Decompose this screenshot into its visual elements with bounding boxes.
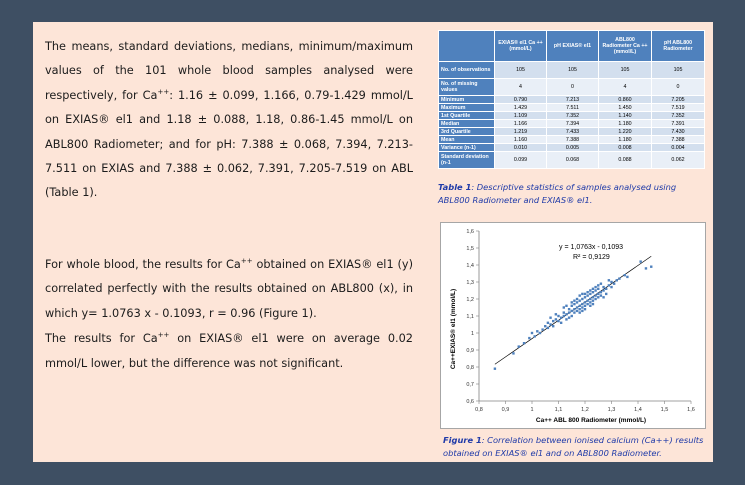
table-row bbox=[439, 79, 705, 96]
table-cell: 0.088 bbox=[599, 152, 652, 169]
x-tick-label: 1,5 bbox=[660, 407, 669, 413]
data-point bbox=[594, 289, 596, 291]
data-point bbox=[594, 298, 596, 300]
data-point bbox=[563, 306, 565, 308]
table-cell: 0.068 bbox=[547, 152, 599, 169]
table-cell: 0 bbox=[652, 79, 705, 96]
data-point bbox=[571, 315, 573, 317]
data-point bbox=[586, 303, 588, 305]
data-point bbox=[624, 274, 626, 276]
data-point bbox=[528, 337, 530, 339]
data-point bbox=[518, 345, 520, 347]
table-cell: 7.519 bbox=[652, 104, 705, 112]
y-tick-label: 1,1 bbox=[466, 314, 474, 320]
table-cell: 7.205 bbox=[652, 96, 705, 104]
table-cell: 7.213 bbox=[547, 96, 599, 104]
table-cell: 7.388 bbox=[547, 136, 599, 144]
row-label: Standard deviation (n-1 bbox=[439, 152, 495, 169]
regression-equation: y = 1,0763x - 0,1093 bbox=[559, 244, 624, 251]
table-row bbox=[439, 96, 705, 104]
data-point bbox=[581, 298, 583, 300]
row-label: 1st Quartile bbox=[439, 112, 495, 120]
data-point bbox=[523, 342, 525, 344]
table-cell: 0.005 bbox=[547, 144, 599, 152]
data-point bbox=[576, 301, 578, 303]
data-point bbox=[547, 322, 549, 324]
row-label: Mean bbox=[439, 136, 495, 144]
table-cell: 0.008 bbox=[599, 144, 652, 152]
data-point bbox=[571, 310, 573, 312]
table-cell: 0.062 bbox=[652, 152, 705, 169]
data-point bbox=[494, 368, 496, 370]
table-header-row bbox=[439, 31, 705, 62]
table-row bbox=[439, 112, 705, 120]
data-point bbox=[573, 303, 575, 305]
data-point bbox=[584, 308, 586, 310]
table-cell: 1.166 bbox=[495, 120, 547, 128]
data-point bbox=[579, 300, 581, 302]
row-label: Median bbox=[439, 120, 495, 128]
y-tick-label: 0,9 bbox=[466, 348, 474, 354]
table-cell: 7.388 bbox=[652, 136, 705, 144]
data-point bbox=[571, 305, 573, 307]
figure-caption-text: : Correlation between ionised calcium (Ca++) results obtained on EXIAS® el1 and on ABL800 Radiometer. bbox=[443, 435, 704, 458]
table-row bbox=[439, 144, 705, 152]
table-cell: 0.004 bbox=[652, 144, 705, 152]
data-point bbox=[589, 305, 591, 307]
table-cell: 1.140 bbox=[599, 112, 652, 120]
data-point bbox=[605, 288, 607, 290]
table-cell: 1.180 bbox=[599, 136, 652, 144]
table-caption-text: : Descriptive statistics of samples analysed using ABL800 Radiometer and EXIAS® el1. bbox=[438, 182, 677, 205]
data-point bbox=[552, 325, 554, 327]
data-point bbox=[597, 293, 599, 295]
table-header-cell: ABL800 Radiometer Ca ++ (mmol/L) bbox=[599, 31, 652, 62]
x-tick-label: 1 bbox=[530, 407, 534, 413]
table-cell: 7.394 bbox=[547, 120, 599, 128]
table-row bbox=[439, 104, 705, 112]
data-point bbox=[568, 311, 570, 313]
x-tick-label: 1,2 bbox=[581, 407, 589, 413]
table-cell: 1.160 bbox=[495, 136, 547, 144]
data-point bbox=[536, 330, 538, 332]
points-group bbox=[494, 260, 653, 370]
data-point bbox=[573, 308, 575, 310]
y-tick-label: 0,7 bbox=[466, 382, 474, 388]
figure-caption-label: Figure 1 bbox=[443, 435, 482, 445]
table-caption-label: Table 1 bbox=[438, 182, 472, 192]
scatter-chart-svg bbox=[441, 223, 705, 428]
data-point bbox=[531, 332, 533, 334]
y-tick-label: 1,3 bbox=[466, 280, 474, 286]
table-cell: 7.511 bbox=[547, 104, 599, 112]
y-axis-label: Ca++EXIAS® el1 (mmol/L) bbox=[450, 288, 457, 370]
data-point bbox=[597, 288, 599, 290]
table-row bbox=[439, 136, 705, 144]
data-point bbox=[592, 288, 594, 290]
data-point bbox=[541, 328, 543, 330]
data-point bbox=[579, 305, 581, 307]
table-cell: 1.219 bbox=[495, 128, 547, 136]
y-tick-label: 0,6 bbox=[466, 399, 474, 405]
data-point bbox=[616, 279, 618, 281]
data-point bbox=[592, 303, 594, 305]
table-cell: 0 bbox=[547, 79, 599, 96]
data-point bbox=[618, 277, 620, 279]
table-cell: 7.433 bbox=[547, 128, 599, 136]
data-point bbox=[533, 335, 535, 337]
paragraph2-text-b: obtained on EXIAS® el1 (y) correlated perfectly with the results obtained on ABL800 (x), in which y= 1.0763 x - 0.1093, r = 0.96 (Figure 1). bbox=[45, 258, 413, 320]
data-point bbox=[626, 276, 628, 278]
table-cell: 0.099 bbox=[495, 152, 547, 169]
data-point bbox=[560, 317, 562, 319]
data-point bbox=[592, 296, 594, 298]
paragraph2-sup-b: ++ bbox=[157, 331, 170, 340]
data-point bbox=[560, 322, 562, 324]
trendline-group bbox=[495, 256, 651, 364]
table-caption bbox=[438, 181, 706, 207]
data-point bbox=[589, 301, 591, 303]
data-point bbox=[608, 279, 610, 281]
data-point bbox=[563, 315, 565, 317]
paragraph2-sup-a: ++ bbox=[240, 257, 253, 266]
data-point bbox=[581, 303, 583, 305]
data-point bbox=[602, 286, 604, 288]
data-point bbox=[586, 294, 588, 296]
x-tick-label: 1,3 bbox=[607, 407, 616, 413]
paragraph1-text-a: The means, standard deviations, medians, minimum/maximum values of the 101 whole blood samples analysed were respectively, for Ca bbox=[45, 40, 413, 102]
table-cell: 105 bbox=[652, 62, 705, 79]
data-point bbox=[594, 294, 596, 296]
table-cell: 7.430 bbox=[652, 128, 705, 136]
data-point bbox=[557, 315, 559, 317]
descriptive-statistics-table bbox=[438, 30, 705, 169]
row-label: Maximum bbox=[439, 104, 495, 112]
data-point bbox=[552, 320, 554, 322]
trendline bbox=[495, 256, 651, 364]
data-point bbox=[571, 301, 573, 303]
y-tick-label: 1 bbox=[470, 331, 474, 337]
data-point bbox=[568, 317, 570, 319]
x-tick-label: 1,1 bbox=[554, 407, 563, 413]
content-panel bbox=[33, 22, 713, 462]
data-point bbox=[589, 289, 591, 291]
table-cell: 1.180 bbox=[599, 120, 652, 128]
paragraph2-text-a: For whole blood, the results for Ca bbox=[45, 258, 241, 271]
data-point bbox=[555, 318, 557, 320]
data-point bbox=[584, 296, 586, 298]
data-point bbox=[645, 267, 647, 269]
table-header-cell: EXIAS® el1 Ca ++ (mmol/L) bbox=[495, 31, 547, 62]
data-point bbox=[586, 291, 588, 293]
data-point bbox=[610, 286, 612, 288]
data-point bbox=[576, 310, 578, 312]
y-tick-label: 1,6 bbox=[466, 229, 474, 235]
row-label: 3rd Quartile bbox=[439, 128, 495, 136]
data-point bbox=[581, 293, 583, 295]
table-cell: 105 bbox=[547, 62, 599, 79]
x-tick-label: 0,8 bbox=[475, 407, 483, 413]
data-point bbox=[650, 266, 652, 268]
scatter-chart bbox=[440, 222, 706, 429]
data-point bbox=[573, 300, 575, 302]
data-point bbox=[605, 293, 607, 295]
data-point bbox=[565, 305, 567, 307]
data-point bbox=[600, 291, 602, 293]
row-label: Variance (n-1) bbox=[439, 144, 495, 152]
row-label: No. of missing values bbox=[439, 79, 495, 96]
data-point bbox=[579, 294, 581, 296]
data-point bbox=[602, 296, 604, 298]
x-tick-label: 1,4 bbox=[634, 407, 642, 413]
data-point bbox=[565, 318, 567, 320]
data-point bbox=[568, 308, 570, 310]
r-squared-label: R² = 0,9129 bbox=[573, 254, 610, 261]
table-header-cell bbox=[439, 31, 495, 62]
data-point bbox=[576, 298, 578, 300]
data-point bbox=[573, 311, 575, 313]
table-cell: 7.391 bbox=[652, 120, 705, 128]
x-tick-label: 0,9 bbox=[501, 407, 510, 413]
table-cell: 1.220 bbox=[599, 128, 652, 136]
x-tick-label: 1,6 bbox=[687, 407, 695, 413]
data-point bbox=[579, 311, 581, 313]
table-row bbox=[439, 62, 705, 79]
table-cell: 1.450 bbox=[599, 104, 652, 112]
data-point bbox=[512, 352, 514, 354]
table-cell: 0.010 bbox=[495, 144, 547, 152]
table-cell: 4 bbox=[495, 79, 547, 96]
data-point bbox=[592, 300, 594, 302]
table-row bbox=[439, 152, 705, 169]
data-point bbox=[547, 327, 549, 329]
paragraph1-text-b: : 1.16 ± 0.099, 1.166, 0.79-1.429 mmol/L on EXIAS® el1 and 1.18 ± 0.088, 1.18, 0.86-1.45 mmol/L on ABL800 Radiometer; and for pH: 7.388 ± 0.068, 7.394, 7.213-7.511 on EXIAS and 7.388 ± 0.062, 7.391, 7.205-7.519 on ABL (Table 1). bbox=[45, 88, 413, 200]
data-point bbox=[565, 313, 567, 315]
data-point bbox=[584, 293, 586, 295]
data-point bbox=[539, 332, 541, 334]
table-cell: 1.109 bbox=[495, 112, 547, 120]
data-point bbox=[608, 284, 610, 286]
y-tick-label: 1,4 bbox=[466, 263, 474, 269]
table-row bbox=[439, 128, 705, 136]
table-cell: 105 bbox=[599, 62, 652, 79]
paragraph2-text-d: on EXIAS® el1 were on average 0.02 mmol/L lower, but the difference was not significant. bbox=[45, 332, 413, 370]
data-point bbox=[544, 325, 546, 327]
data-point bbox=[602, 289, 604, 291]
data-point bbox=[594, 286, 596, 288]
data-point bbox=[600, 283, 602, 285]
figure-caption bbox=[443, 434, 705, 460]
data-point bbox=[639, 260, 641, 262]
table-header-cell: pH EXIAS® el1 bbox=[547, 31, 599, 62]
data-point bbox=[581, 306, 583, 308]
data-point bbox=[557, 320, 559, 322]
table-header-cell: pH ABL800 Radiometer bbox=[652, 31, 705, 62]
y-tick-label: 1,5 bbox=[466, 246, 474, 252]
y-tick-label: 1,2 bbox=[466, 297, 474, 303]
table-cell: 0.860 bbox=[599, 96, 652, 104]
table-cell: 105 bbox=[495, 62, 547, 79]
paragraph-statistics-summary bbox=[45, 35, 413, 206]
data-point bbox=[592, 291, 594, 293]
data-point bbox=[563, 311, 565, 313]
table-cell: 1.429 bbox=[495, 104, 547, 112]
paragraph1-sup: ++ bbox=[157, 88, 170, 97]
table-cell: 4 bbox=[599, 79, 652, 96]
table-cell: 7.352 bbox=[652, 112, 705, 120]
data-point bbox=[600, 294, 602, 296]
data-point bbox=[597, 284, 599, 286]
data-point bbox=[589, 298, 591, 300]
paragraph2-text-c: The results for Ca bbox=[45, 332, 158, 346]
table-cell: 7.352 bbox=[547, 112, 599, 120]
data-point bbox=[586, 300, 588, 302]
data-point bbox=[576, 306, 578, 308]
data-point bbox=[597, 296, 599, 298]
data-point bbox=[584, 305, 586, 307]
data-point bbox=[613, 283, 615, 285]
data-point bbox=[584, 301, 586, 303]
table-cell: 0.790 bbox=[495, 96, 547, 104]
data-point bbox=[589, 293, 591, 295]
data-point bbox=[610, 281, 612, 283]
table-row bbox=[439, 120, 705, 128]
data-point bbox=[549, 323, 551, 325]
y-tick-label: 0,8 bbox=[466, 365, 474, 371]
data-point bbox=[549, 317, 551, 319]
paragraph-correlation bbox=[45, 253, 413, 376]
data-point bbox=[579, 308, 581, 310]
row-label: Minimum bbox=[439, 96, 495, 104]
data-point bbox=[555, 313, 557, 315]
data-point bbox=[581, 310, 583, 312]
x-axis-label: Ca++ ABL 800 Radiometer (mmol/L) bbox=[535, 417, 647, 424]
row-label: No. of observations bbox=[439, 62, 495, 79]
